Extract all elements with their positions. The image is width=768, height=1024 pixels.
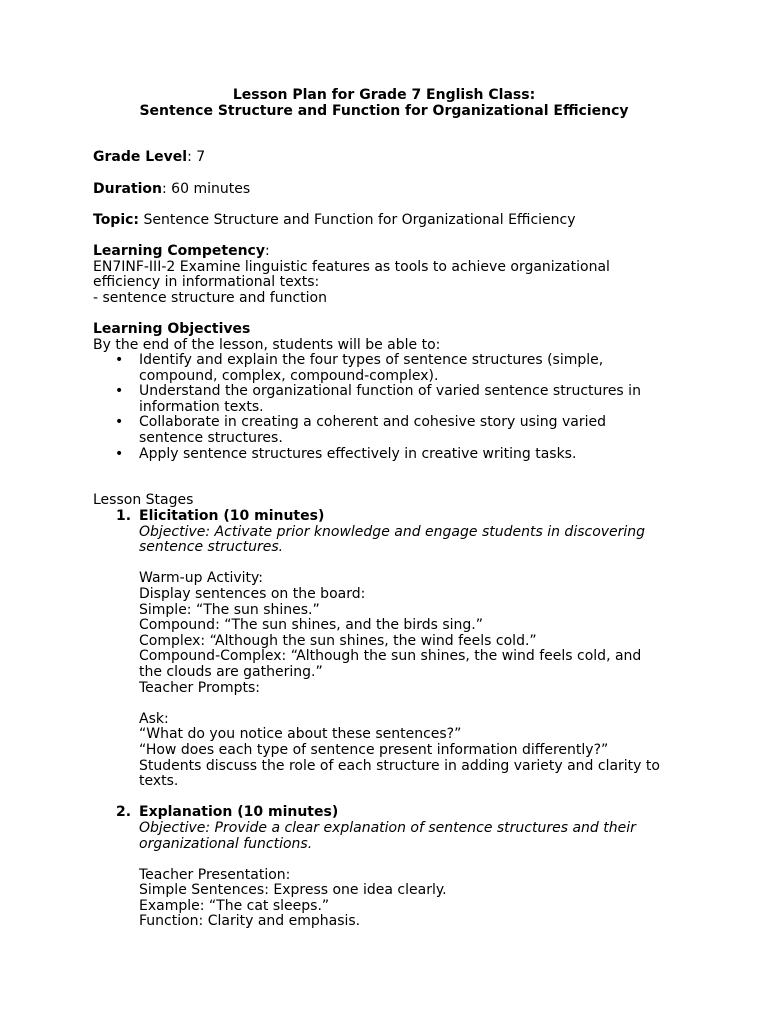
example-complex: Complex: “Although the sun shines, the wind feels cold.” bbox=[139, 632, 537, 649]
objective-item bbox=[115, 352, 683, 384]
document-page bbox=[93, 88, 683, 930]
stage-title: Elicitation (10 minutes) bbox=[139, 508, 325, 525]
stage-elicitation bbox=[116, 508, 683, 805]
example-compound-complex: the clouds are gathering.” bbox=[139, 663, 323, 680]
bullet-icon: • bbox=[115, 445, 124, 462]
objective-text: Understand the organizational function of varied sentence structures in bbox=[139, 383, 641, 400]
bullet-icon: • bbox=[115, 352, 124, 369]
competency-label: Learning Competency bbox=[93, 242, 265, 259]
simple-sentence-function: Function: Clarity and emphasis. bbox=[139, 913, 361, 930]
title-line-2: Sentence Structure and Function for Organizational Efficiency bbox=[139, 102, 629, 119]
duration-value: : 60 minutes bbox=[162, 180, 251, 197]
objective-text: compound, complex, compound-complex). bbox=[139, 367, 439, 384]
competency-heading bbox=[93, 244, 683, 260]
grade-level-label: Grade Level bbox=[93, 149, 188, 166]
topic-label: Topic: bbox=[93, 211, 140, 228]
objective-text: Collaborate in creating a coherent and cohesive story using varied bbox=[139, 414, 607, 431]
teacher-prompts-heading: Teacher Prompts: bbox=[139, 679, 260, 696]
question-2: “How does each type of sentence present information differently?” bbox=[139, 741, 609, 758]
objective-item bbox=[115, 445, 683, 463]
bullet-icon: • bbox=[115, 414, 124, 431]
stage-number: 1. bbox=[116, 508, 132, 525]
stage-objective: Objective: Provide a clear explanation of sentence structures and their bbox=[139, 819, 636, 836]
grade-level-field bbox=[93, 150, 683, 166]
competency-line-1: EN7INF-III-2 Examine linguistic features as tools to achieve organizational bbox=[93, 258, 610, 275]
competency-line-2: efficiency in informational texts: bbox=[93, 274, 320, 291]
warmup-heading: Warm-up Activity: bbox=[139, 570, 263, 587]
stage-objective: Objective: Activate prior knowledge and engage students in discovering bbox=[139, 523, 646, 540]
example-compound-complex: Compound-Complex: “Although the sun shines, the wind feels cold, and bbox=[139, 648, 642, 665]
simple-sentence-example: Example: “The cat sleeps.” bbox=[139, 897, 330, 914]
objectives-intro: By the end of the lesson, students will be able to: bbox=[93, 336, 441, 353]
objective-item bbox=[115, 383, 683, 415]
competency-colon: : bbox=[264, 242, 270, 259]
example-compound: Compound: “The sun shines, and the birds sing.” bbox=[139, 617, 483, 634]
grade-level-value: : 7 bbox=[187, 149, 206, 166]
simple-sentence-definition: Simple Sentences: Express one idea clearly. bbox=[139, 882, 447, 899]
presentation-heading: Teacher Presentation: bbox=[139, 866, 291, 883]
document-title bbox=[89, 88, 679, 119]
objective-text: sentence structures. bbox=[139, 430, 283, 447]
example-simple: Simple: “The sun shines.” bbox=[139, 601, 320, 618]
duration-label: Duration bbox=[93, 180, 163, 197]
title-line-1: Lesson Plan for Grade 7 English Class: bbox=[232, 87, 536, 103]
topic-field bbox=[93, 213, 683, 229]
stage-title: Explanation (10 minutes) bbox=[139, 804, 339, 821]
topic-value: Sentence Structure and Function for Organizational Efficiency bbox=[139, 211, 576, 228]
stage-explanation bbox=[116, 804, 683, 930]
objectives-heading: Learning Objectives bbox=[93, 320, 251, 337]
lesson-stages-list bbox=[93, 509, 683, 930]
discussion-text: texts. bbox=[139, 773, 179, 790]
objectives-list bbox=[93, 353, 683, 462]
duration-field bbox=[93, 182, 683, 198]
objective-text: Identify and explain the four types of sentence structures (simple, bbox=[139, 352, 604, 369]
lesson-stages-heading: Lesson Stages bbox=[93, 492, 194, 509]
objective-text: Apply sentence structures effectively in creative writing tasks. bbox=[139, 445, 577, 462]
objective-text: information texts. bbox=[139, 398, 264, 415]
discussion-text: Students discuss the role of each structure in adding variety and clarity to bbox=[139, 757, 660, 774]
competency-line-3: - sentence structure and function bbox=[93, 289, 327, 306]
ask-label: Ask: bbox=[139, 710, 169, 727]
question-1: “What do you notice about these sentences?” bbox=[139, 726, 462, 743]
stage-objective: organizational functions. bbox=[139, 835, 313, 852]
bullet-icon: • bbox=[115, 383, 124, 400]
objective-item bbox=[115, 414, 683, 447]
display-instruction: Display sentences on the board: bbox=[139, 586, 366, 602]
stage-objective: sentence structures. bbox=[139, 539, 284, 556]
stage-number: 2. bbox=[116, 804, 132, 821]
